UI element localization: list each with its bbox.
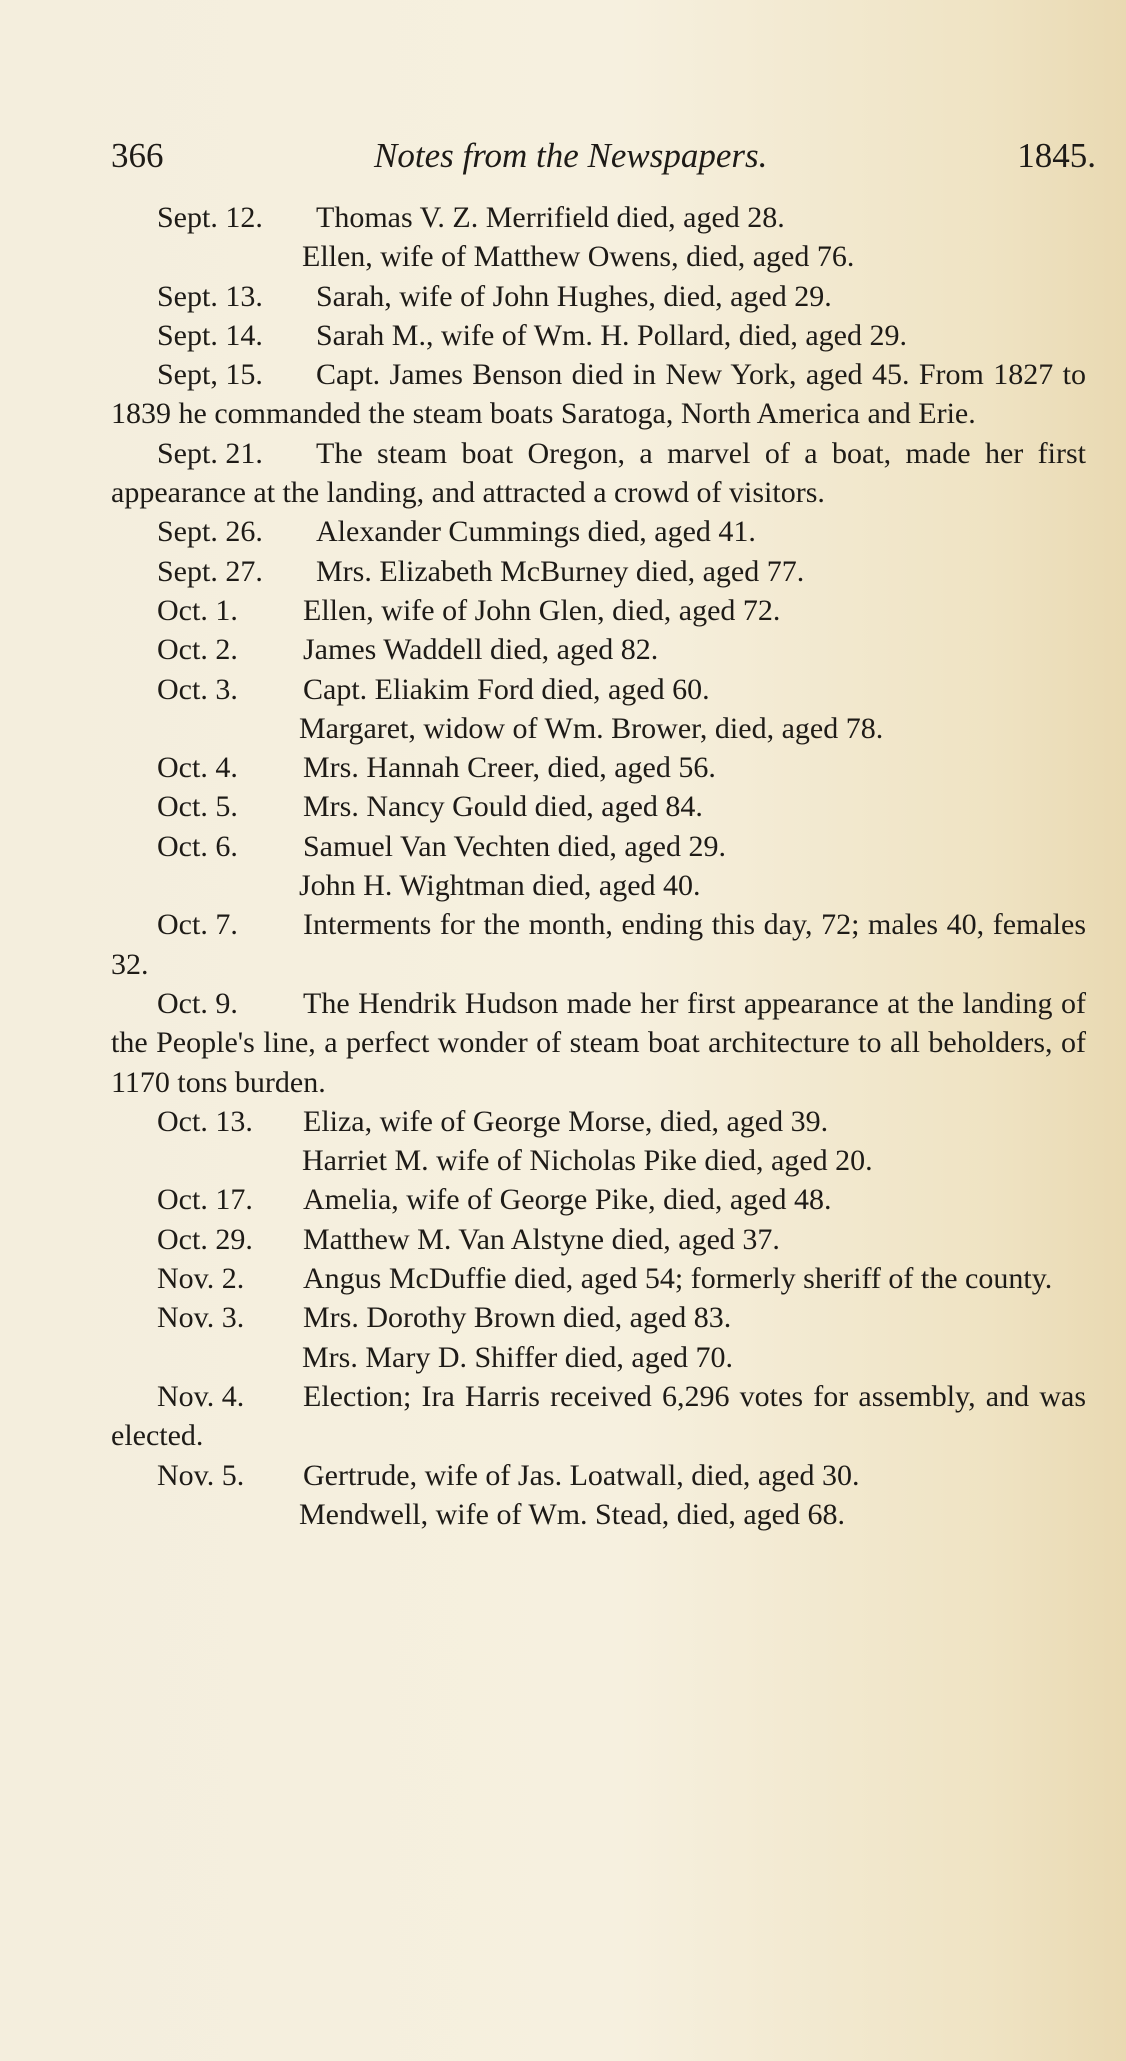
- note-continuation: [111, 237, 1086, 276]
- note-entry: [111, 1180, 1086, 1219]
- entry-date: Sept. 21.: [157, 436, 263, 470]
- page-number: 366: [111, 136, 164, 175]
- entry-text: The Hendrik Hudson made her first appearance at the landing of the People's line, a perfect wonder of steam boat architecture to all beholders, of 1170 tons burden.: [111, 986, 1086, 1099]
- entry-text: Ellen, wife of John Glen, died, aged 72.: [303, 593, 781, 627]
- entry-text: Mrs. Dorothy Brown died, aged 83.: [303, 1301, 732, 1335]
- note-entry: [111, 277, 1086, 316]
- entry-text: The steam boat Oregon, a marvel of a boat, made her first appearance at the landing, and attracted a crowd of visitors.: [111, 436, 1086, 510]
- entry-date: Nov. 2.: [157, 1262, 245, 1296]
- note-entry: [111, 434, 1086, 513]
- running-title: Notes from the Newspapers.: [374, 136, 768, 175]
- entry-date: Nov. 5.: [157, 1458, 245, 1492]
- entry-text: Amelia, wife of George Pike, died, aged 48.: [303, 1183, 832, 1217]
- note-continuation: [111, 1141, 1086, 1180]
- entry-text: Ellen, wife of Matthew Owens, died, aged 76.: [302, 240, 855, 274]
- entry-text: Mrs. Hannah Creer, died, aged 56.: [303, 751, 716, 785]
- entry-date: Sept. 12.: [157, 201, 263, 234]
- entry-text: Gertrude, wife of Jas. Loatwall, died, aged 30.: [303, 1458, 860, 1492]
- entry-date: Sept. 27.: [157, 554, 263, 588]
- note-continuation: [111, 709, 1086, 748]
- note-entry: [111, 552, 1086, 591]
- note-entry: [111, 984, 1086, 1102]
- entry-text: Thomas V. Z. Merrifield died, aged 28.: [316, 201, 785, 234]
- entry-text: Mrs. Mary D. Shiffer died, aged 70.: [302, 1340, 734, 1374]
- entry-text: James Waddell died, aged 82.: [303, 633, 659, 667]
- entry-date: Sept. 14.: [157, 318, 263, 352]
- entry-date: Oct. 9.: [157, 986, 238, 1020]
- note-entry: [111, 198, 1086, 237]
- entry-date: Sept, 15.: [157, 358, 263, 392]
- entry-date: Oct. 13.: [157, 1104, 253, 1138]
- note-entry: [111, 905, 1086, 984]
- entry-date: Nov. 3.: [157, 1301, 245, 1335]
- entry-text: Margaret, widow of Wm. Brower, died, aged 78.: [299, 711, 884, 745]
- note-entry: [111, 1259, 1086, 1298]
- note-entry: [111, 1456, 1086, 1495]
- note-entry: [111, 827, 1086, 866]
- note-entry: [111, 630, 1086, 669]
- note-continuation: [111, 866, 1086, 905]
- entry-date: Oct. 3.: [157, 672, 238, 706]
- entry-text: John H. Wightman died, aged 40.: [299, 869, 701, 903]
- note-entry: [111, 1102, 1086, 1141]
- running-year: 1845.: [1017, 136, 1096, 175]
- entry-date: Sept. 26.: [157, 515, 263, 549]
- entry-date: Oct. 7.: [157, 908, 238, 942]
- newspaper-notes: [111, 198, 1086, 1534]
- entry-date: Oct. 4.: [157, 751, 238, 785]
- entry-text: Harriet M. wife of Nicholas Pike died, aged 20.: [302, 1144, 873, 1178]
- entry-text: Mrs. Elizabeth McBurney died, aged 77.: [316, 554, 805, 588]
- entry-text: Capt. James Benson died in New York, aged 45. From 1827 to 1839 he commanded the steam boats Saratoga, North America and Erie.: [111, 358, 1086, 431]
- note-entry: [111, 512, 1086, 551]
- entry-text: Angus McDuffie died, aged 54; formerly sheriff of the county.: [303, 1262, 1053, 1296]
- entry-text: Alexander Cummings died, aged 41.: [316, 515, 756, 549]
- entry-date: Oct. 17.: [157, 1183, 253, 1217]
- entry-text: Mendwell, wife of Wm. Stead, died, aged 68.: [299, 1497, 845, 1531]
- entry-text: Mrs. Nancy Gould died, aged 84.: [303, 790, 703, 824]
- entry-date: Oct. 29.: [157, 1222, 253, 1256]
- entry-text: Election; Ira Harris received 6,296 votes for assembly, and was elected.: [111, 1379, 1086, 1453]
- entry-text: Samuel Van Vechten died, aged 29.: [303, 829, 726, 863]
- running-head: [111, 136, 1096, 180]
- note-entry: [111, 355, 1086, 434]
- note-entry: [111, 748, 1086, 787]
- entry-text: Sarah M., wife of Wm. H. Pollard, died, aged 29.: [316, 318, 907, 352]
- entry-text: Interments for the month, ending this day, 72; males 40, females 32.: [111, 908, 1086, 981]
- entry-text: Matthew M. Van Alstyne died, aged 37.: [303, 1222, 780, 1256]
- entry-date: Nov. 4.: [157, 1379, 245, 1413]
- entry-date: Sept. 13.: [157, 279, 263, 313]
- note-continuation: [111, 1338, 1086, 1377]
- entry-date: Oct. 2.: [157, 633, 238, 667]
- entry-text: Eliza, wife of George Morse, died, aged 39.: [303, 1104, 829, 1138]
- note-entry: [111, 316, 1086, 355]
- note-entry: [111, 1377, 1086, 1456]
- entry-text: Sarah, wife of John Hughes, died, aged 29.: [316, 279, 832, 313]
- entry-date: Oct. 6.: [157, 829, 238, 863]
- note-continuation: [111, 1495, 1086, 1534]
- entry-date: Oct. 1.: [157, 593, 238, 627]
- entry-date: Oct. 5.: [157, 790, 238, 824]
- note-entry: [111, 591, 1086, 630]
- note-entry: [111, 670, 1086, 709]
- note-entry: [111, 1220, 1086, 1259]
- note-entry: [111, 787, 1086, 826]
- entry-text: Capt. Eliakim Ford died, aged 60.: [303, 672, 710, 706]
- note-entry: [111, 1298, 1086, 1337]
